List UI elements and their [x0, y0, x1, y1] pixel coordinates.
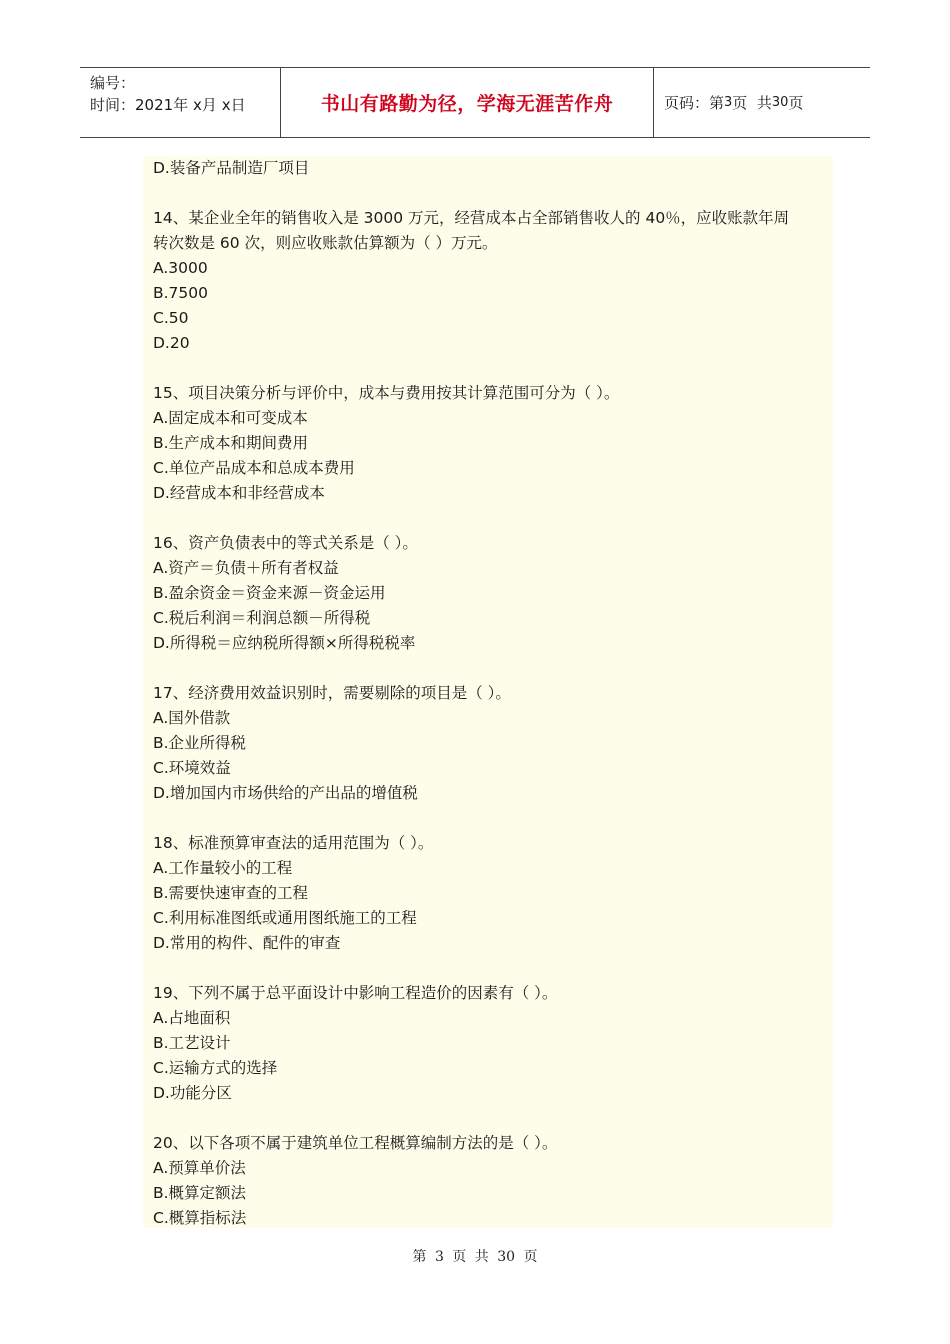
- header-page-number: 页码：第 3 页 共 30 页: [664, 94, 804, 112]
- answer-option: D.功能分区: [153, 1084, 232, 1102]
- answer-option: A.固定成本和可变成本: [153, 409, 308, 427]
- answer-option: B.工艺设计: [153, 1034, 231, 1052]
- code-label: 编号：: [90, 74, 136, 92]
- spacer: [153, 656, 823, 681]
- answer-option: C.50: [153, 309, 189, 327]
- answer-option: A.国外借款: [153, 709, 231, 727]
- answer-option: D.增加国内市场供给的产出品的增值税: [153, 784, 418, 802]
- header-meta: [80, 68, 281, 137]
- answer-option: B.概算定额法: [153, 1184, 247, 1202]
- answer-option: C.概算指标法: [153, 1209, 247, 1227]
- answer-option: C.利用标准图纸或通用图纸施工的工程: [153, 909, 417, 927]
- answer-option: D.常用的构件、配件的审查: [153, 934, 341, 952]
- question-title: 转次数是 60 次，则应收账款估算额为（ ）万元。: [153, 234, 498, 252]
- answer-option: B.盈余资金＝资金来源－资金运用: [153, 584, 386, 602]
- question-block: [153, 806, 823, 956]
- leading-option: D.装备产品制造厂项目: [153, 159, 310, 177]
- spacer: [153, 506, 823, 531]
- time-day: x: [221, 96, 231, 114]
- answer-option: C.单位产品成本和总成本费用: [153, 459, 355, 477]
- answer-option: C.环境效益: [153, 759, 231, 777]
- answer-option: B.企业所得税: [153, 734, 247, 752]
- answer-option: B.生产成本和期间费用: [153, 434, 309, 452]
- question-list: [153, 181, 823, 1231]
- question-block: [153, 506, 823, 656]
- answer-option: D.经营成本和非经营成本: [153, 484, 325, 502]
- question-block: [153, 356, 823, 506]
- question-title: 20、以下各项不属于建筑单位工程概算编制方法的是（ ）。: [153, 1134, 558, 1152]
- page-current: 3: [724, 95, 733, 110]
- question-title: 19、下列不属于总平面设计中影响工程造价的因素有（ ）。: [153, 984, 558, 1002]
- answer-option: A.3000: [153, 259, 208, 277]
- answer-option: D.所得税＝应纳税所得额×所得税税率: [153, 634, 416, 652]
- time-year: 2021: [135, 96, 174, 114]
- question-content: [143, 156, 833, 1228]
- answer-option: A.资产＝负债＋所有者权益: [153, 559, 339, 577]
- header-motto: 书山有路勤为径，学海无涯苦作舟: [281, 68, 654, 137]
- question-block: [153, 956, 823, 1106]
- spacer: [153, 806, 823, 831]
- question-title: 17、经济费用效益识别时，需要剔除的项目是（ ）。: [153, 684, 511, 702]
- time-line: 时间：2021年 x月 x日: [90, 96, 246, 114]
- question-title: 14、某企业全年的销售收入是 3000 万元，经营成本占全部销售收人的 40％，应收账款年周: [153, 209, 790, 227]
- spacer: [153, 181, 823, 206]
- question-block: [153, 656, 823, 806]
- answer-option: A.占地面积: [153, 1009, 231, 1027]
- answer-option: D.20: [153, 334, 190, 352]
- question-title: 15、项目决策分析与评价中，成本与费用按其计算范围可分为（ ）。: [153, 384, 620, 402]
- spacer: [153, 956, 823, 981]
- answer-option: A.预算单价法: [153, 1159, 246, 1177]
- answer-option: C.运输方式的选择: [153, 1059, 278, 1077]
- time-label: 时间：: [90, 96, 136, 114]
- question-block: [153, 1106, 823, 1231]
- spacer: [153, 1106, 823, 1131]
- answer-option: B.7500: [153, 284, 209, 302]
- time-month: x: [193, 96, 202, 114]
- page-footer: 第 3 页 共 30 页: [412, 1249, 538, 1265]
- question-title: 18、标准预算审查法的适用范围为（ ）。: [153, 834, 434, 852]
- answer-option: A.工作量较小的工程: [153, 859, 293, 877]
- question-block: [153, 181, 823, 356]
- page-total: 30: [771, 95, 789, 110]
- page-header: [80, 67, 870, 138]
- answer-option: C.税后利润＝利润总额－所得税: [153, 609, 371, 627]
- spacer: [153, 356, 823, 381]
- answer-option: B.需要快速审查的工程: [153, 884, 309, 902]
- question-title: 16、资产负债表中的等式关系是（ ）。: [153, 534, 418, 552]
